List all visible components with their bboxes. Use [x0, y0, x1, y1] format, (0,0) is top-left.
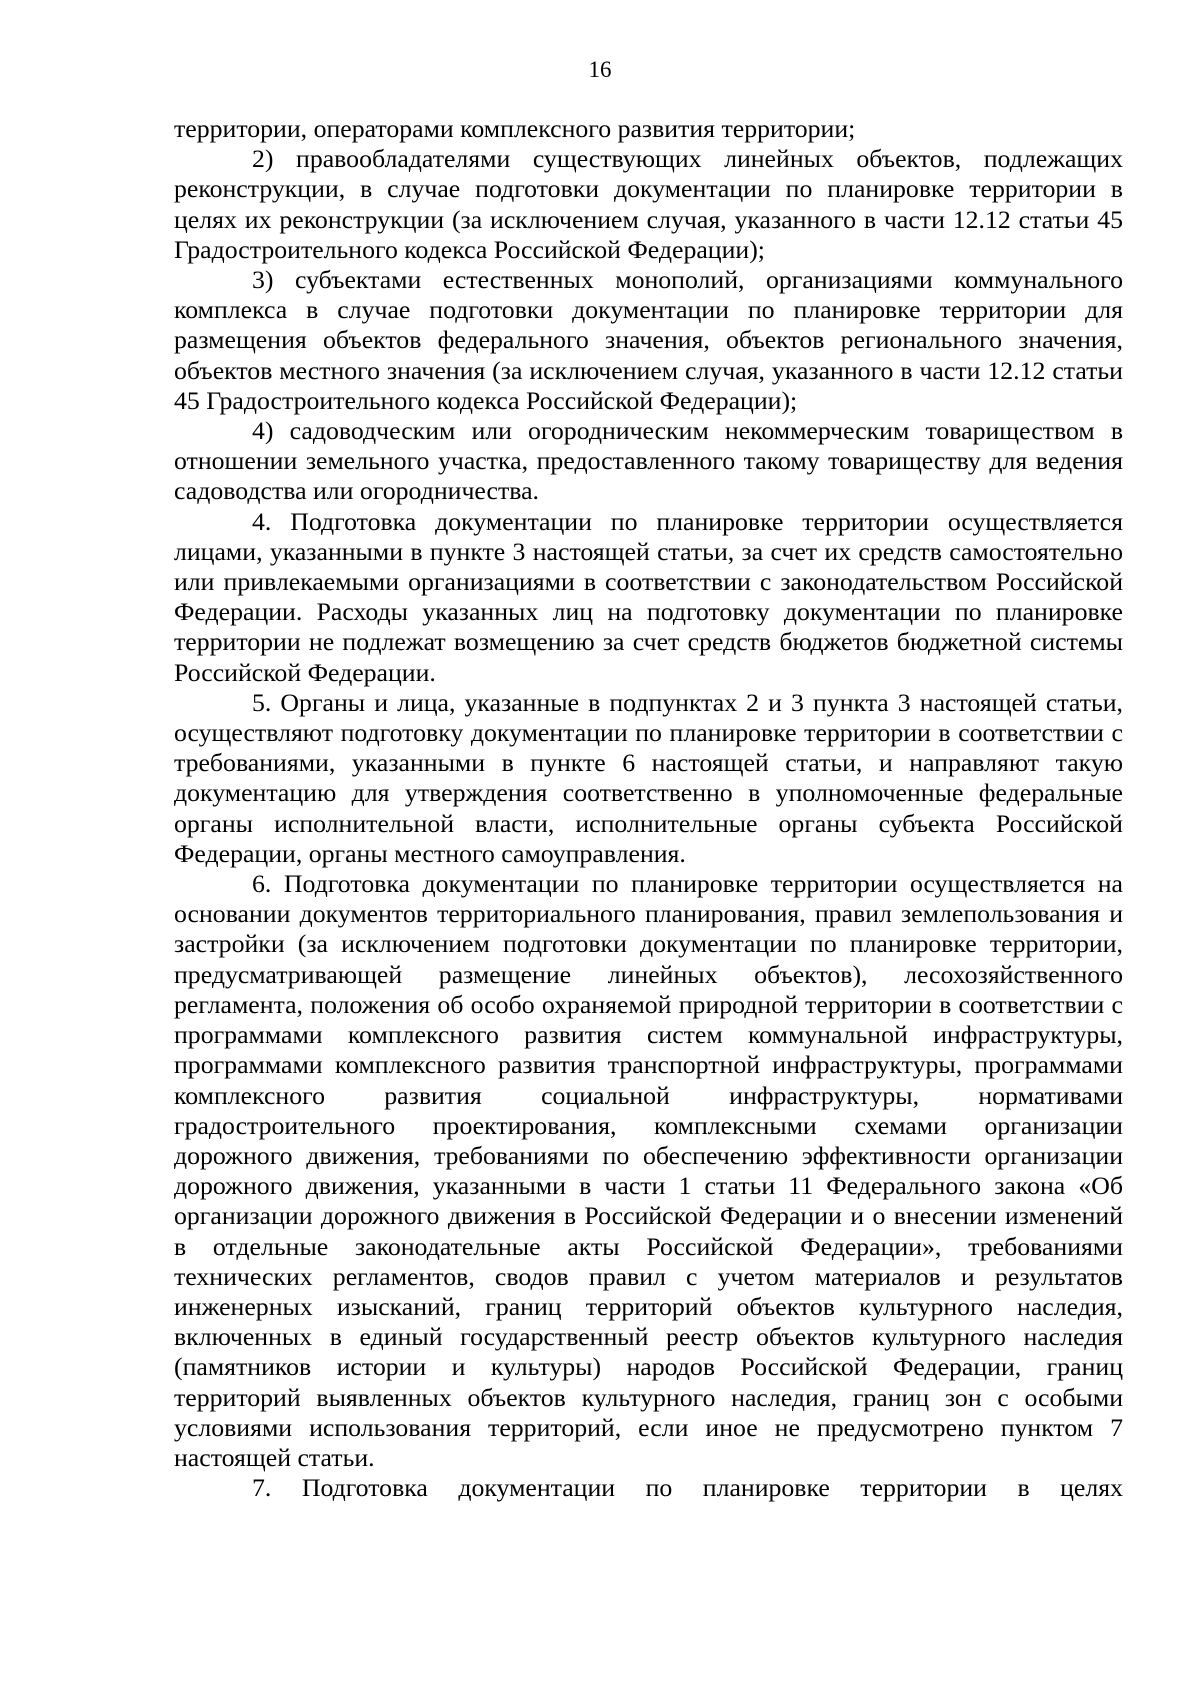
paragraph-section-6: 6. Подготовка документации по планировке территории осуществляется на основании документов территориального планирования, правил землепользования и застройки (за исключением подготовки документации по планировке территории, предусматривающей размещение линейных объектов), лесохозяйственного регламента, положения об особо охраняемой природной территории в соответствии с программами комплексного развития систем коммунальной инфраструктуры, программами комплексного развития транспортной инфраструктуры, программами комплексного развития социальной инфраструктуры, нормативами градостроительного проектирования, комплексными схемами организации дорожного движения, требованиями по обеспечению эффективности организации дорожного движения, указанными в части 1 статьи 11 Федерального закона «Об организации дорожного движения в Российской Федерации и о внесении изменений в отдельные законодательные акты Российской Федерации», требованиями технических регламентов, сводов правил с учетом материалов и результатов инженерных изысканий, границ территорий объектов культурного наследия, включенных в единый государственный реестр объектов культурного наследия (памятников истории и культуры) народов Российской Федерации, границ территорий выявленных объектов культурного наследия, границ зон с особыми условиями использования территорий, если иное не предусмотрено пунктом 7 настоящей статьи. — [174, 869, 1123, 1472]
paragraph-item-2: 2) правообладателями существующих линейных объектов, подлежащих реконструкции, в случае подготовки документации по планировке территории в целях их реконструкции (за исключением случая, указанного в части 12.12 статьи 45 Градостроительного кодекса Российской Федерации); — [174, 144, 1123, 264]
paragraph-item-4: 4) садоводческим или огородническим некоммерческим товариществом в отношении земельного участка, предоставленного такому товариществу для ведения садоводства или огородничества. — [174, 416, 1123, 506]
paragraph-section-5: 5. Органы и лица, указанные в подпунктах 2 и 3 пункта 3 настоящей статьи, осуществляют подготовку документации по планировке территории в соответствии с требованиями, указанными в пункте 6 настоящей статьи, и направляют такую документацию для утверждения соответственно в уполномоченные федеральные органы исполнительной власти, исполнительные органы субъекта Российской Федерации, органы местного самоуправления. — [174, 687, 1123, 868]
paragraph-section-7: 7. Подготовка документации по планировке территории в целях — [252, 1473, 1123, 1503]
paragraph-continuation: территории, операторами комплексного развития территории; — [174, 114, 856, 143]
page-number: 16 — [588, 57, 612, 82]
paragraph-item-3: 3) субъектами естественных монополий, организациями коммунального комплекса в случае подготовки документации по планировке территории для размещения объектов федерального значения, объектов регионального значения, объектов местного значения (за исключением случая, указанного в части 12.12 статьи 45 Градостроительного кодекса Российской Федерации); — [174, 265, 1123, 415]
paragraph-section-4: 4. Подготовка документации по планировке территории осуществляется лицами, указанными в пункте 3 настоящей статьи, за счет их средств самостоятельно или привлекаемыми организациями в соответствии с законодательством Российской Федерации. Расходы указанных лиц на подготовку документации по планировке территории не подлежат возмещению за счет средств бюджетов бюджетной системы Российской Федерации. — [174, 506, 1123, 687]
document-body — [174, 114, 1123, 1503]
